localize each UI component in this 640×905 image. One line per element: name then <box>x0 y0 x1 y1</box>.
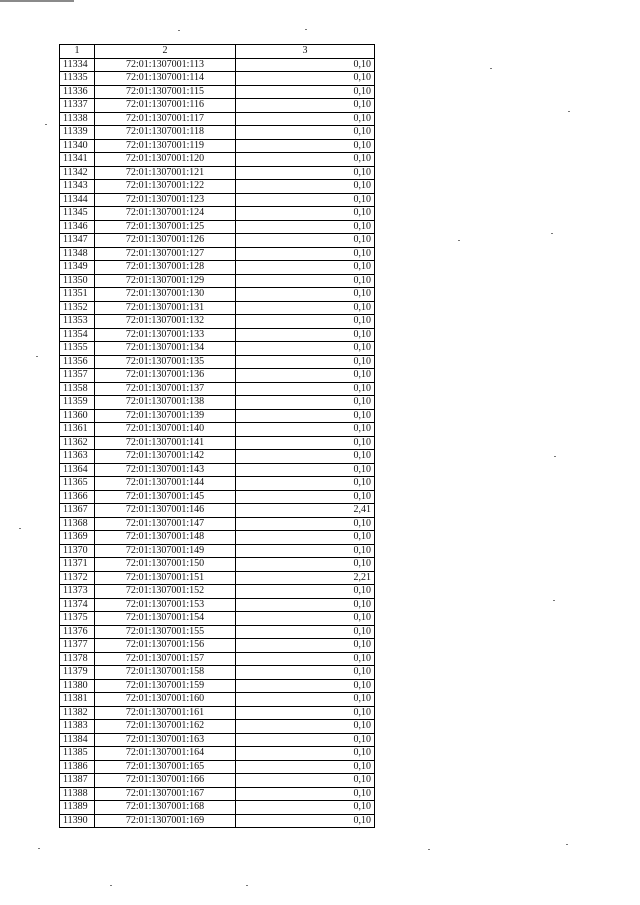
area-value: 0,10 <box>236 598 375 612</box>
table-row <box>60 139 375 153</box>
scan-speck <box>458 240 460 241</box>
area-value: 0,10 <box>236 301 375 315</box>
row-number: 11369 <box>60 531 95 545</box>
area-value: 0,10 <box>236 625 375 639</box>
area-value: 0,10 <box>236 787 375 801</box>
cadastral-number: 72:01:1307001:130 <box>95 288 236 302</box>
table-row <box>60 585 375 599</box>
table-header-row <box>60 45 375 59</box>
cadastral-number: 72:01:1307001:117 <box>95 112 236 126</box>
table-row <box>60 99 375 113</box>
table-row <box>60 207 375 221</box>
cadastral-number: 72:01:1307001:127 <box>95 247 236 261</box>
row-number: 11389 <box>60 801 95 815</box>
cadastral-number: 72:01:1307001:161 <box>95 706 236 720</box>
area-value: 0,10 <box>236 517 375 531</box>
cadastral-number: 72:01:1307001:120 <box>95 153 236 167</box>
area-value: 0,10 <box>236 423 375 437</box>
row-number: 11349 <box>60 261 95 275</box>
area-value: 0,10 <box>236 450 375 464</box>
area-value: 0,10 <box>236 315 375 329</box>
cadastral-number: 72:01:1307001:167 <box>95 787 236 801</box>
scan-speck <box>554 456 556 457</box>
cadastral-number: 72:01:1307001:154 <box>95 612 236 626</box>
table-row <box>60 747 375 761</box>
row-number: 11388 <box>60 787 95 801</box>
row-number: 11343 <box>60 180 95 194</box>
cadastral-number: 72:01:1307001:139 <box>95 409 236 423</box>
table-row <box>60 652 375 666</box>
cadastral-number: 72:01:1307001:126 <box>95 234 236 248</box>
cadastral-number: 72:01:1307001:122 <box>95 180 236 194</box>
scan-speck <box>110 885 112 886</box>
area-value: 0,10 <box>236 139 375 153</box>
table-row <box>60 639 375 653</box>
area-value: 0,10 <box>236 112 375 126</box>
row-number: 11386 <box>60 760 95 774</box>
row-number: 11381 <box>60 693 95 707</box>
table-row <box>60 504 375 518</box>
table-row <box>60 301 375 315</box>
row-number: 11357 <box>60 369 95 383</box>
cadastral-number: 72:01:1307001:115 <box>95 85 236 99</box>
table-row <box>60 180 375 194</box>
scan-speck <box>305 29 307 30</box>
area-value: 2,21 <box>236 571 375 585</box>
scan-speck <box>178 30 180 31</box>
row-number: 11363 <box>60 450 95 464</box>
row-number: 11361 <box>60 423 95 437</box>
row-number: 11347 <box>60 234 95 248</box>
row-number: 11376 <box>60 625 95 639</box>
cadastral-number: 72:01:1307001:164 <box>95 747 236 761</box>
row-number: 11384 <box>60 733 95 747</box>
row-number: 11382 <box>60 706 95 720</box>
area-value: 0,10 <box>236 180 375 194</box>
cadastral-number: 72:01:1307001:138 <box>95 396 236 410</box>
row-number: 11356 <box>60 355 95 369</box>
table-row <box>60 720 375 734</box>
area-value: 0,10 <box>236 679 375 693</box>
area-value: 0,10 <box>236 207 375 221</box>
area-value: 0,10 <box>236 558 375 572</box>
row-number: 11351 <box>60 288 95 302</box>
table-row <box>60 679 375 693</box>
row-number: 11375 <box>60 612 95 626</box>
cadastral-number: 72:01:1307001:160 <box>95 693 236 707</box>
area-value: 0,10 <box>236 328 375 342</box>
area-value: 0,10 <box>236 166 375 180</box>
row-number: 11340 <box>60 139 95 153</box>
row-number: 11367 <box>60 504 95 518</box>
row-number: 11354 <box>60 328 95 342</box>
area-value: 0,10 <box>236 234 375 248</box>
row-number: 11345 <box>60 207 95 221</box>
table-row <box>60 409 375 423</box>
row-number: 11380 <box>60 679 95 693</box>
area-value: 0,10 <box>236 193 375 207</box>
table-row <box>60 706 375 720</box>
table-row <box>60 85 375 99</box>
column-header: 2 <box>95 45 236 59</box>
table-row <box>60 274 375 288</box>
row-number: 11341 <box>60 153 95 167</box>
table-row <box>60 369 375 383</box>
row-number: 11387 <box>60 774 95 788</box>
scan-speck <box>553 600 555 601</box>
table-row <box>60 517 375 531</box>
area-value: 0,10 <box>236 369 375 383</box>
table-row <box>60 315 375 329</box>
row-number: 11390 <box>60 814 95 828</box>
row-number: 11371 <box>60 558 95 572</box>
table-row <box>60 234 375 248</box>
row-number: 11348 <box>60 247 95 261</box>
row-number: 11365 <box>60 477 95 491</box>
row-number: 11346 <box>60 220 95 234</box>
area-value: 0,10 <box>236 490 375 504</box>
table-row <box>60 355 375 369</box>
cadastral-number: 72:01:1307001:157 <box>95 652 236 666</box>
cadastral-number: 72:01:1307001:166 <box>95 774 236 788</box>
row-number: 11366 <box>60 490 95 504</box>
table-row <box>60 166 375 180</box>
area-value: 0,10 <box>236 693 375 707</box>
area-value: 0,10 <box>236 639 375 653</box>
table-row <box>60 531 375 545</box>
area-value: 0,10 <box>236 58 375 72</box>
scan-speck <box>551 233 553 234</box>
table-row <box>60 423 375 437</box>
table-row <box>60 450 375 464</box>
table-row <box>60 72 375 86</box>
cadastral-number: 72:01:1307001:132 <box>95 315 236 329</box>
table-row <box>60 760 375 774</box>
scan-speck <box>490 68 492 69</box>
table-row <box>60 544 375 558</box>
cadastral-number: 72:01:1307001:168 <box>95 801 236 815</box>
table-row <box>60 396 375 410</box>
cadastral-number: 72:01:1307001:163 <box>95 733 236 747</box>
table-row <box>60 436 375 450</box>
cadastral-number: 72:01:1307001:141 <box>95 436 236 450</box>
row-number: 11362 <box>60 436 95 450</box>
cadastral-number: 72:01:1307001:116 <box>95 99 236 113</box>
table-row <box>60 382 375 396</box>
cadastral-number: 72:01:1307001:121 <box>95 166 236 180</box>
row-number: 11374 <box>60 598 95 612</box>
area-value: 0,10 <box>236 585 375 599</box>
row-number: 11385 <box>60 747 95 761</box>
scan-speck <box>428 849 430 850</box>
table-row <box>60 247 375 261</box>
area-value: 2,41 <box>236 504 375 518</box>
table-row <box>60 571 375 585</box>
area-value: 0,10 <box>236 220 375 234</box>
row-number: 11360 <box>60 409 95 423</box>
cadastral-number: 72:01:1307001:148 <box>95 531 236 545</box>
cadastral-number: 72:01:1307001:159 <box>95 679 236 693</box>
area-value: 0,10 <box>236 274 375 288</box>
table-row <box>60 666 375 680</box>
scan-speck <box>45 124 47 125</box>
column-header: 1 <box>60 45 95 59</box>
area-value: 0,10 <box>236 355 375 369</box>
area-value: 0,10 <box>236 409 375 423</box>
cadastral-number: 72:01:1307001:144 <box>95 477 236 491</box>
area-value: 0,10 <box>236 544 375 558</box>
row-number: 11352 <box>60 301 95 315</box>
row-number: 11359 <box>60 396 95 410</box>
row-number: 11368 <box>60 517 95 531</box>
table-row <box>60 625 375 639</box>
area-value: 0,10 <box>236 382 375 396</box>
scan-speck <box>19 528 21 529</box>
area-value: 0,10 <box>236 153 375 167</box>
area-value: 0,10 <box>236 261 375 275</box>
area-value: 0,10 <box>236 342 375 356</box>
scan-speck <box>246 885 248 886</box>
row-number: 11335 <box>60 72 95 86</box>
row-number: 11344 <box>60 193 95 207</box>
table-row <box>60 612 375 626</box>
scan-speck <box>566 844 568 845</box>
area-value: 0,10 <box>236 774 375 788</box>
column-header: 3 <box>236 45 375 59</box>
row-number: 11336 <box>60 85 95 99</box>
cadastral-number: 72:01:1307001:123 <box>95 193 236 207</box>
table-row <box>60 126 375 140</box>
table-row <box>60 814 375 828</box>
area-value: 0,10 <box>236 760 375 774</box>
scan-speck <box>568 111 570 112</box>
area-value: 0,10 <box>236 747 375 761</box>
cadastral-number: 72:01:1307001:124 <box>95 207 236 221</box>
table-row <box>60 598 375 612</box>
table-row <box>60 463 375 477</box>
table-row <box>60 261 375 275</box>
table-row <box>60 153 375 167</box>
table-row <box>60 490 375 504</box>
cadastral-number: 72:01:1307001:150 <box>95 558 236 572</box>
row-number: 11355 <box>60 342 95 356</box>
table-row <box>60 477 375 491</box>
area-value: 0,10 <box>236 733 375 747</box>
cadastral-number: 72:01:1307001:135 <box>95 355 236 369</box>
row-number: 11350 <box>60 274 95 288</box>
table-row <box>60 220 375 234</box>
area-value: 0,10 <box>236 814 375 828</box>
cadastral-number: 72:01:1307001:140 <box>95 423 236 437</box>
row-number: 11383 <box>60 720 95 734</box>
cadastral-number: 72:01:1307001:133 <box>95 328 236 342</box>
table-row <box>60 693 375 707</box>
row-number: 11342 <box>60 166 95 180</box>
cadastral-number: 72:01:1307001:125 <box>95 220 236 234</box>
area-value: 0,10 <box>236 531 375 545</box>
cadastral-number: 72:01:1307001:165 <box>95 760 236 774</box>
scan-speck <box>38 848 40 849</box>
row-number: 11378 <box>60 652 95 666</box>
cadastral-number: 72:01:1307001:162 <box>95 720 236 734</box>
cadastral-number: 72:01:1307001:129 <box>95 274 236 288</box>
area-value: 0,10 <box>236 72 375 86</box>
area-value: 0,10 <box>236 99 375 113</box>
scan-speck <box>36 356 38 357</box>
row-number: 11337 <box>60 99 95 113</box>
area-value: 0,10 <box>236 288 375 302</box>
area-value: 0,10 <box>236 477 375 491</box>
cadastral-number: 72:01:1307001:145 <box>95 490 236 504</box>
row-number: 11358 <box>60 382 95 396</box>
table-row <box>60 733 375 747</box>
table-row <box>60 558 375 572</box>
row-number: 11373 <box>60 585 95 599</box>
area-value: 0,10 <box>236 706 375 720</box>
row-number: 11334 <box>60 58 95 72</box>
area-value: 0,10 <box>236 126 375 140</box>
table-body <box>60 58 375 828</box>
table-row <box>60 774 375 788</box>
cadastral-number: 72:01:1307001:146 <box>95 504 236 518</box>
row-number: 11338 <box>60 112 95 126</box>
area-value: 0,10 <box>236 463 375 477</box>
table-row <box>60 58 375 72</box>
cadastral-number: 72:01:1307001:118 <box>95 126 236 140</box>
cadastral-number: 72:01:1307001:142 <box>95 450 236 464</box>
cadastral-number: 72:01:1307001:137 <box>95 382 236 396</box>
cadastral-number: 72:01:1307001:158 <box>95 666 236 680</box>
cadastral-number: 72:01:1307001:143 <box>95 463 236 477</box>
cadastral-number: 72:01:1307001:114 <box>95 72 236 86</box>
cadastral-number: 72:01:1307001:131 <box>95 301 236 315</box>
row-number: 11372 <box>60 571 95 585</box>
area-value: 0,10 <box>236 801 375 815</box>
cadastral-number: 72:01:1307001:152 <box>95 585 236 599</box>
area-value: 0,10 <box>236 652 375 666</box>
area-value: 0,10 <box>236 247 375 261</box>
area-value: 0,10 <box>236 666 375 680</box>
cadastral-number: 72:01:1307001:151 <box>95 571 236 585</box>
cadastral-number: 72:01:1307001:155 <box>95 625 236 639</box>
cadastral-number: 72:01:1307001:169 <box>95 814 236 828</box>
table-row <box>60 787 375 801</box>
cadastral-number: 72:01:1307001:113 <box>95 58 236 72</box>
table-row <box>60 288 375 302</box>
cadastral-number: 72:01:1307001:156 <box>95 639 236 653</box>
cadastral-number: 72:01:1307001:119 <box>95 139 236 153</box>
cadastral-number: 72:01:1307001:147 <box>95 517 236 531</box>
area-value: 0,10 <box>236 396 375 410</box>
row-number: 11370 <box>60 544 95 558</box>
cadastral-number: 72:01:1307001:149 <box>95 544 236 558</box>
table-row <box>60 112 375 126</box>
table-row <box>60 342 375 356</box>
scan-edge-line <box>0 0 74 2</box>
row-number: 11339 <box>60 126 95 140</box>
cadastral-table <box>59 44 375 828</box>
area-value: 0,10 <box>236 85 375 99</box>
row-number: 11379 <box>60 666 95 680</box>
row-number: 11377 <box>60 639 95 653</box>
row-number: 11353 <box>60 315 95 329</box>
cadastral-number: 72:01:1307001:136 <box>95 369 236 383</box>
row-number: 11364 <box>60 463 95 477</box>
area-value: 0,10 <box>236 612 375 626</box>
table-row <box>60 193 375 207</box>
table-row <box>60 801 375 815</box>
area-value: 0,10 <box>236 436 375 450</box>
cadastral-number: 72:01:1307001:134 <box>95 342 236 356</box>
cadastral-number: 72:01:1307001:153 <box>95 598 236 612</box>
table-row <box>60 328 375 342</box>
cadastral-number: 72:01:1307001:128 <box>95 261 236 275</box>
area-value: 0,10 <box>236 720 375 734</box>
